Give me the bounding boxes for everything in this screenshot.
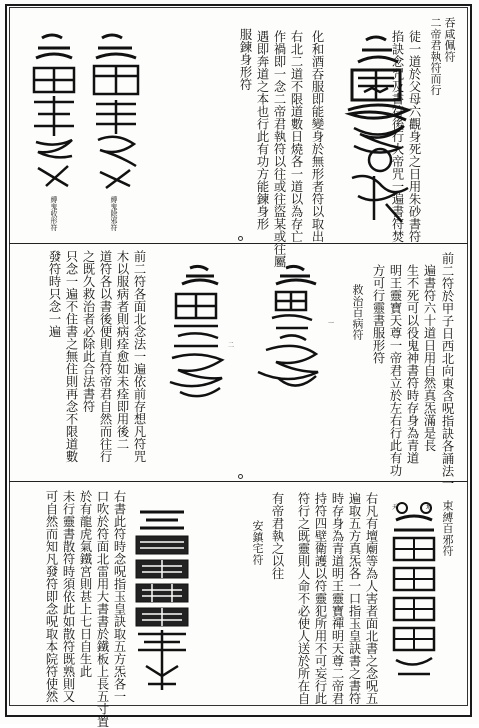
ring-mark (238, 236, 243, 241)
panel3-text-col: 於有龍虎氣鐵宮則甚上七日自生此 (78, 490, 92, 678)
panel1-text-col: 徒一道於父母六觀身死之日用朱砂書符 (407, 30, 421, 243)
panel2-text-col: 道符各以書後便則直符帝君自然而往行 (98, 250, 112, 463)
panel3-text-col: 遍取五方真炁各一口指玉皇訣書之書符 (347, 492, 361, 705)
seal-label: 天 (392, 504, 399, 511)
talisman-bind-ghost (26, 30, 82, 190)
panel2-text-col: 前二符於甲子日西北向東含呪指訣各誦法一 (440, 252, 454, 490)
panel3-text-col: 可自然而知凡發符即念呪取本院符使然 (44, 490, 58, 703)
talisman-secure-house (130, 506, 194, 696)
talisman-caption: 縛鬼收形符 (50, 196, 58, 231)
panel2-text-col: 只念一遍不住書之無住則再念不限道數 (64, 250, 78, 463)
mark-two: 二 (228, 342, 235, 349)
panel3-text-col: 右凡有壇廟等為人害者面北書之念呪五 (364, 492, 378, 705)
panel3-text-col: 右書此符時念呪指玉皇訣取五方炁各一 (112, 490, 126, 703)
talisman-heal-2 (156, 262, 242, 412)
talisman-caption: 縛鬼除邪符 (110, 196, 118, 231)
ring-mark (238, 474, 243, 479)
panel2-subheading: 救治百病符 (351, 284, 364, 340)
panel3-title: 束縛百邪符 (441, 500, 454, 556)
panel1-subtitle: 二帝君執符而行 (429, 17, 442, 96)
panel1-text-col: 服鍊身形符 (238, 28, 252, 91)
panel3-text-col: 口吹於符面北雷用大書書於鐵板上長五寸置 (95, 490, 109, 728)
divider-bottom (9, 481, 468, 482)
panel1-text-col: 化和酒吞服即能變身於無形者符以取出 (310, 30, 324, 243)
divider-top (9, 243, 468, 244)
panel2-text-col: 之既久救治者必除此合法書符 (81, 250, 95, 413)
panel2-text-col: 前二符各面北念法一遍依前存想凡符咒 (132, 250, 146, 463)
panel1-text-col: 右北二道不限道數日燒各一道以為存亡 (289, 30, 303, 243)
panel2-text-col: 發符時只念一遍 (47, 250, 61, 338)
panel1-title: 吞咸佩符 (443, 17, 456, 62)
panel2-text-col: 生不死可以役鬼神書符時存身為青道 (405, 264, 419, 464)
panel1-text-col: 作禍即一念二帝君執符以往或往盜某或往屬 (272, 30, 286, 268)
seal-label: 地 (426, 504, 433, 511)
panel2-text-col: 明王靈寶天尊一帝君立於左右行此有功 (388, 264, 402, 477)
panel1-text-col: 掐訣念咒及書符後行大帝咒一遍書符焚 (390, 30, 404, 243)
panel2-text-col: 木以服病者則病痊愈如未痊即用後二 (115, 250, 129, 450)
panel3-text-col: 持符四壁衛護以符靈犯所用不可妄行此 (313, 492, 327, 705)
mark-one: 一 (328, 320, 335, 327)
talisman-body-form (338, 28, 418, 228)
talisman-bind-hundred-evils (388, 498, 440, 688)
panel2-text-col: 遍書符六十道日用自然真炁滿是長 (422, 264, 436, 452)
panel3-subheading: 安鎮宅符 (251, 520, 264, 565)
panel1-text-col: 遇即奔道之本也行此有功方能鍊身形 (255, 30, 269, 230)
talisman-bind-remove-evil (86, 30, 146, 190)
panel3-text-col: 符行之既靈則人命不必使人送於所在自 (296, 492, 310, 705)
talisman-heal-1 (246, 262, 336, 402)
panel3-text-col: 時存身為青道明王靈寶禪明天尊二帝君 (330, 492, 344, 705)
panel3-text-col: 有帝君執之以往 (270, 492, 284, 580)
panel2-text-col: 方可行靈書服形符 (371, 264, 385, 364)
panel3-text-col: 未行靈書散符時須依此如散符既熟則又 (61, 490, 75, 703)
